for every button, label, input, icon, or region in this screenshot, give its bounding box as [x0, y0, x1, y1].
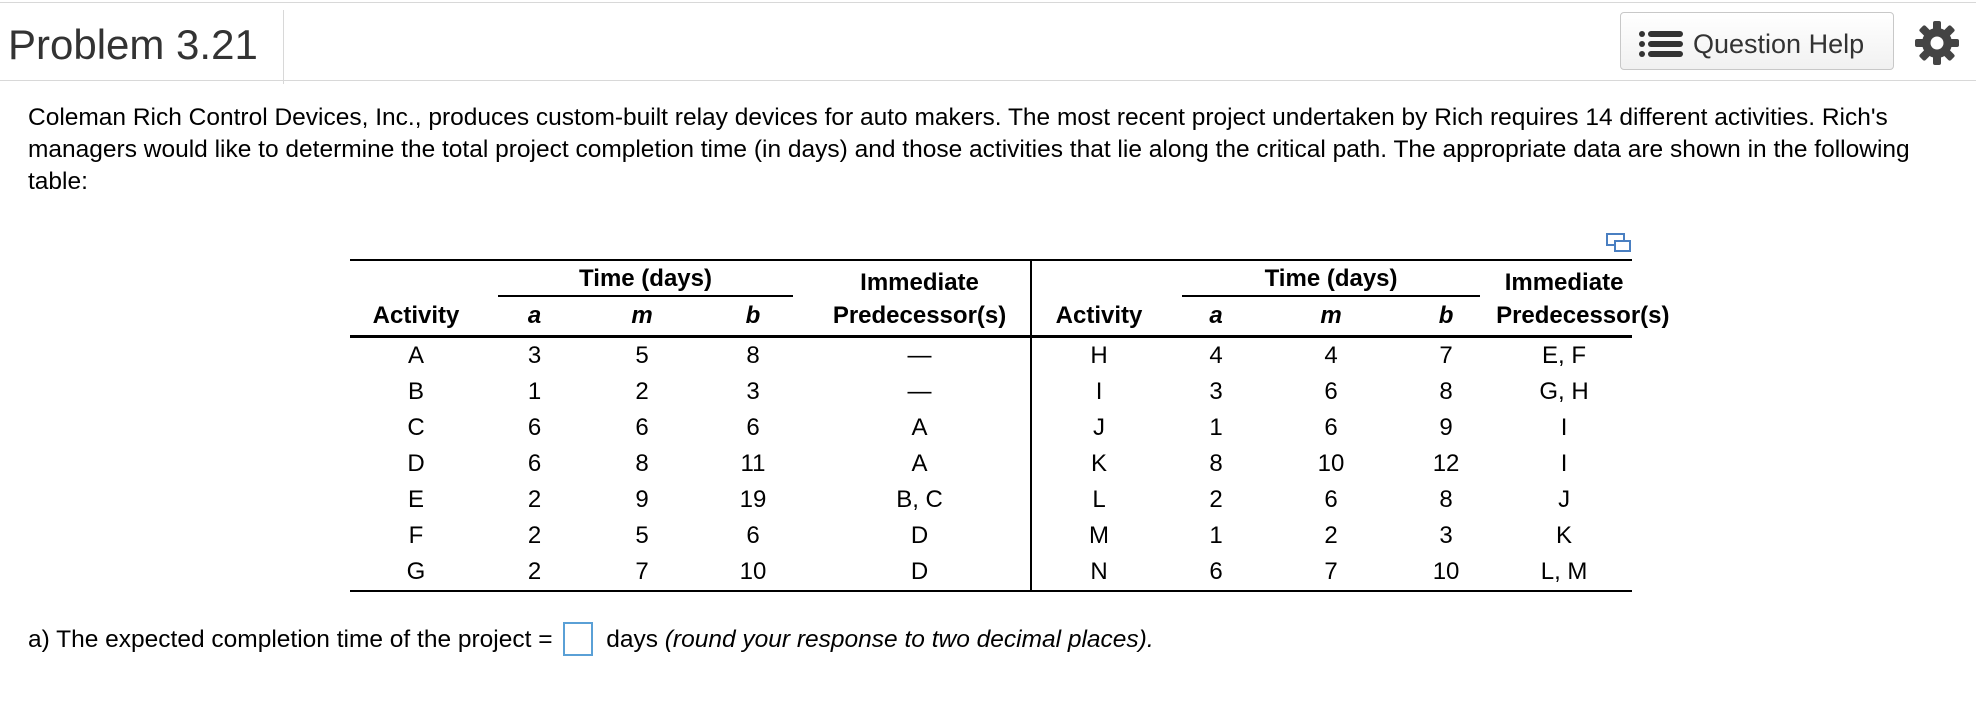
- table-row: [350, 554, 1632, 591]
- b-cell: 11: [740, 450, 766, 477]
- top-border-line: [0, 2, 1976, 3]
- activity-cell: B: [407, 378, 424, 405]
- b-header-right: b: [1396, 297, 1496, 337]
- activity-header-left: Activity: [350, 297, 482, 337]
- list-icon: [1639, 31, 1683, 57]
- predecessor-cell: A: [809, 446, 1031, 482]
- a-cell: 3: [527, 342, 542, 369]
- b-cell: 19: [739, 486, 767, 513]
- a-cell: 2: [527, 522, 542, 549]
- m-cell: 6: [1324, 378, 1338, 405]
- b-cell: 6: [746, 522, 760, 549]
- m-cell: 8: [635, 450, 649, 477]
- b-cell: 8: [746, 342, 760, 369]
- predecessor-cell: G, H: [1539, 378, 1589, 405]
- table-row: [350, 518, 1632, 554]
- answer-input[interactable]: [563, 622, 593, 656]
- activity-cell: D: [407, 450, 425, 477]
- m-cell: 10: [1317, 450, 1345, 477]
- b-cell: 12: [1432, 450, 1460, 477]
- activity-cell: I: [1095, 378, 1103, 405]
- question-help-label: Question Help: [1693, 29, 1865, 59]
- b-cell: 10: [1396, 554, 1496, 591]
- m-header-left: m: [587, 297, 697, 337]
- predecessor-cell: —: [809, 374, 1031, 410]
- activity-cell: C: [407, 414, 425, 441]
- a-cell: 6: [1166, 554, 1266, 591]
- table-row: [350, 337, 1632, 375]
- a-cell: 4: [1209, 342, 1223, 369]
- question-help-button[interactable]: [1620, 12, 1894, 70]
- problem-title: Problem 3.21: [8, 21, 258, 68]
- predecessor-header-right: Predecessor(s): [1496, 297, 1632, 337]
- activity-cell: M: [1089, 522, 1110, 549]
- predecessor-cell: L, M: [1496, 554, 1632, 591]
- m-cell: 2: [1324, 522, 1338, 549]
- b-cell: 3: [746, 378, 760, 405]
- predecessor-cell: I: [1560, 450, 1568, 477]
- m-header-right: m: [1266, 297, 1396, 337]
- m-cell: 5: [635, 342, 649, 369]
- activity-cell: J: [1093, 414, 1106, 441]
- table-row: [350, 446, 1632, 482]
- predecessor-cell: B, C: [809, 482, 1031, 518]
- b-cell: 3: [1439, 522, 1453, 549]
- predecessor-cell: —: [809, 337, 1031, 375]
- m-cell: 2: [635, 378, 649, 405]
- header-divider: [0, 80, 1976, 81]
- a-cell: 2: [527, 486, 542, 513]
- table-row: [350, 374, 1632, 410]
- b-cell: 9: [1439, 414, 1453, 441]
- a-header-left: a: [482, 297, 587, 337]
- a-cell: 2: [482, 554, 587, 591]
- b-cell: 8: [1439, 378, 1453, 405]
- a-cell: 2: [1209, 486, 1223, 513]
- predecessor-cell: I: [1560, 414, 1568, 441]
- m-cell: 6: [1324, 414, 1338, 441]
- a-cell: 3: [1209, 378, 1223, 405]
- a-cell: 6: [527, 450, 542, 477]
- gear-icon[interactable]: [1914, 20, 1960, 66]
- activity-cell: K: [1091, 450, 1108, 477]
- question-units: days: [606, 626, 658, 653]
- m-cell: 5: [635, 522, 649, 549]
- a-cell: 6: [527, 414, 542, 441]
- a-cell: 1: [1209, 414, 1223, 441]
- predecessor-cell: K: [1556, 522, 1573, 549]
- problem-header: [0, 4, 1976, 80]
- a-cell: 1: [1209, 522, 1223, 549]
- activity-header-right: Activity: [1031, 297, 1166, 337]
- table-row: [350, 410, 1632, 446]
- immediate-header-right: Immediate: [1496, 260, 1632, 297]
- m-cell: 7: [1266, 554, 1396, 591]
- time-group-header-right: Time (days): [1182, 265, 1480, 297]
- activity-cell: N: [1031, 554, 1166, 591]
- b-cell: 10: [697, 554, 809, 591]
- activity-data-table: [350, 259, 1670, 592]
- question-prefix: a) The expected completion time of the project =: [28, 626, 553, 653]
- b-header-left: b: [697, 297, 809, 337]
- activity-cell: H: [1090, 342, 1108, 369]
- predecessor-cell: D: [809, 554, 1031, 591]
- table-header-row-1: [350, 260, 1632, 297]
- a-cell: 8: [1209, 450, 1223, 477]
- b-cell: 7: [1439, 342, 1453, 369]
- time-group-header-left: Time (days): [498, 265, 793, 297]
- immediate-header-left: Immediate: [809, 260, 1031, 297]
- a-cell: 1: [527, 378, 542, 405]
- m-cell: 4: [1324, 342, 1338, 369]
- title-divider: [283, 10, 284, 84]
- m-cell: 6: [635, 414, 649, 441]
- m-cell: 6: [1324, 486, 1338, 513]
- activity-cell: F: [408, 522, 424, 549]
- activity-cell: G: [350, 554, 482, 591]
- b-cell: 6: [746, 414, 760, 441]
- m-cell: 9: [635, 486, 649, 513]
- a-header-right: a: [1166, 297, 1266, 337]
- question-a: [28, 622, 1154, 658]
- activity-cell: A: [407, 342, 424, 369]
- expand-table-icon[interactable]: [1606, 233, 1632, 253]
- activity-cell: L: [1092, 486, 1106, 513]
- predecessor-cell: A: [809, 410, 1031, 446]
- table-header-row-2: [350, 297, 1632, 337]
- activity-cell: E: [407, 486, 424, 513]
- m-cell: 7: [587, 554, 697, 591]
- predecessor-header-left: Predecessor(s): [809, 297, 1031, 337]
- predecessor-cell: E, F: [1542, 342, 1587, 369]
- b-cell: 8: [1439, 486, 1453, 513]
- table-row: [350, 482, 1632, 518]
- predecessor-cell: D: [809, 518, 1031, 554]
- rounding-instruction: (round your response to two decimal places).: [664, 626, 1154, 653]
- problem-statement: Coleman Rich Control Devices, Inc., produces custom-built relay devices for auto makers. The most recent project undertaken by Rich requires 14 different activities. Rich's managers would like to determine the total project completion time (in days) and those activities that lie along the critical path. The appropriate data are shown in the following table:: [28, 104, 1910, 195]
- predecessor-cell: J: [1558, 486, 1571, 513]
